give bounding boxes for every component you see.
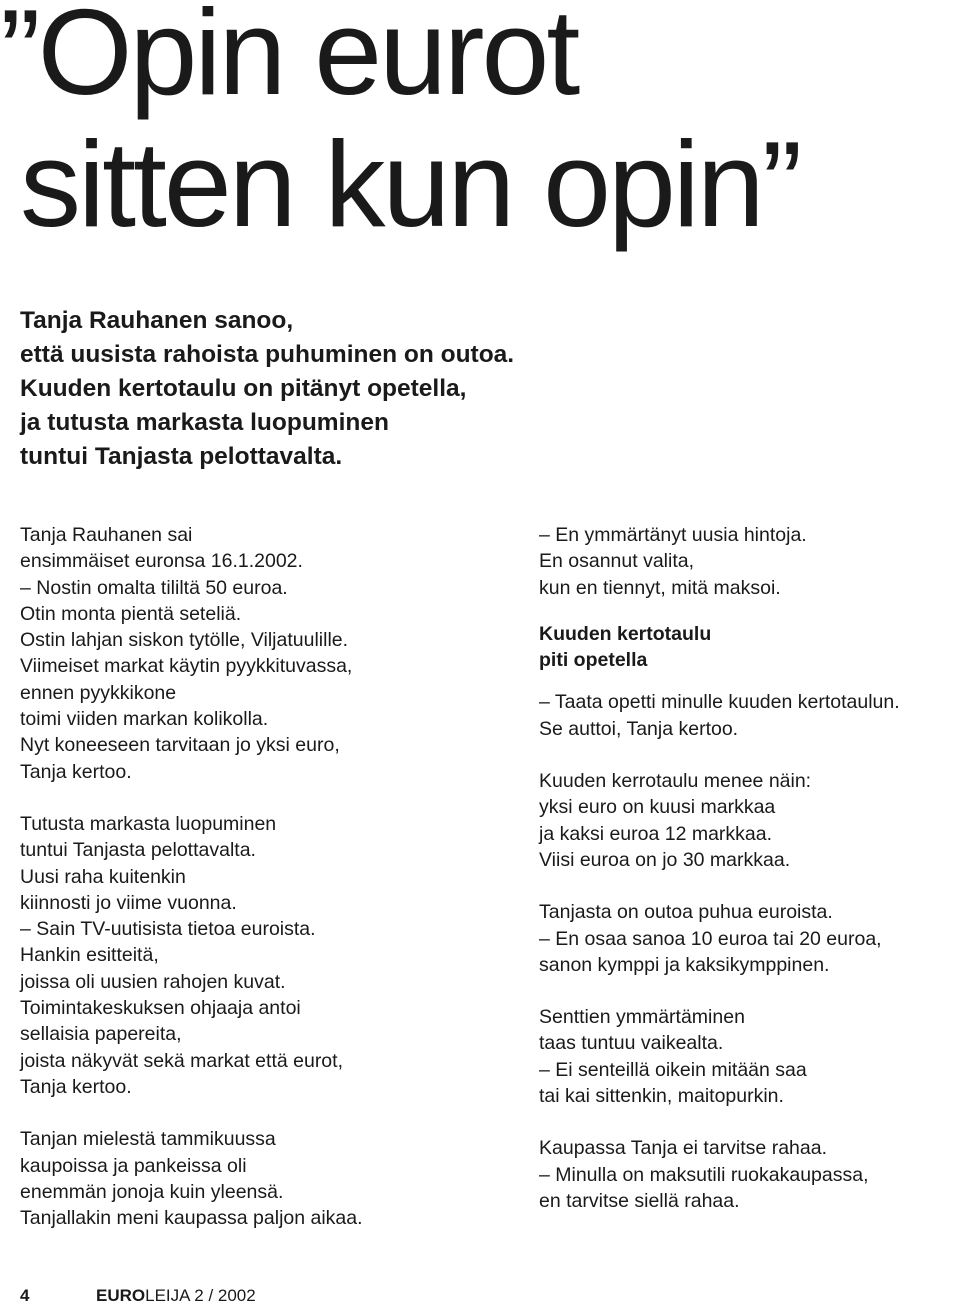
text-line: Kuuden kerrotaulu menee näin: — [539, 770, 812, 793]
headline — [0, 0, 799, 250]
text-line: Nyt koneeseen tarvitaan jo yksi euro, — [20, 734, 340, 757]
paragraph — [539, 689, 959, 742]
page-footer — [20, 1286, 256, 1306]
left-column — [20, 522, 490, 1257]
paragraph — [539, 768, 959, 873]
text-line: ensimmäiset euronsa 16.1.2002. — [20, 550, 303, 573]
publication-name-bold: EURO — [96, 1286, 146, 1305]
publication-issue: LEIJA 2 / 2002 — [145, 1286, 256, 1305]
text-line: Hankin esitteitä, — [20, 944, 159, 967]
paragraph — [20, 522, 490, 785]
lead-line: Tanja Rauhanen sanoo, — [20, 307, 294, 334]
text-line: – En ymmärtänyt uusia hintoja. — [539, 524, 807, 546]
lead-line: tuntui Tanjasta pelottavalta. — [20, 443, 343, 470]
text-line: joissa oli uusien rahojen kuvat. — [20, 970, 286, 993]
text-line: – Sain TV-uutisista tietoa euroista. — [20, 918, 316, 941]
text-line: en tarvitse siellä rahaa. — [539, 1189, 740, 1212]
lead-line: Kuuden kertotaulu on pitänyt opetella, — [20, 375, 467, 402]
subheading-line: piti opetella — [539, 649, 648, 672]
text-line: sanon kymppi ja kaksikymppinen. — [539, 953, 830, 976]
text-line: Otin monta pientä seteliä. — [20, 602, 242, 625]
paragraph — [20, 811, 490, 1100]
text-line: toimi viiden markan kolikolla. — [20, 708, 269, 731]
text-line: Tanja kertoo. — [20, 760, 132, 783]
text-line: Kaupassa Tanja ei tarvitse rahaa. — [539, 1137, 827, 1160]
text-line: tuntui Tanjasta pelottavalta. — [20, 839, 256, 862]
paragraph — [539, 899, 959, 978]
text-line: – En osaa sanoa 10 euroa tai 20 euroa, — [539, 927, 882, 950]
text-line: Ostin lahjan siskon tytölle, Viljatuulille. — [20, 629, 349, 652]
text-line: Uusi raha kuitenkin — [20, 865, 186, 888]
text-line: Viimeiset markat käytin pyykkituvassa, — [20, 655, 353, 678]
text-line: ja kaksi euroa 12 markkaa. — [539, 822, 773, 845]
paragraph — [539, 1004, 959, 1109]
lead-paragraph — [20, 304, 514, 474]
text-line: yksi euro on kuusi markkaa — [539, 796, 776, 819]
text-line: Se auttoi, Tanja kertoo. — [539, 717, 739, 740]
paragraph — [539, 522, 959, 601]
text-line: Senttien ymmärtäminen — [539, 1006, 745, 1029]
text-line: tai kai sittenkin, maitopurkin. — [539, 1085, 784, 1108]
text-line: ennen pyykkikone — [20, 681, 177, 704]
text-line: Tanjasta on outoa puhua euroista. — [539, 901, 833, 924]
headline-line-2: sitten kun opin” — [20, 116, 800, 252]
text-line: kaupoissa ja pankeissa oli — [20, 1154, 247, 1177]
text-line: Tanja Rauhanen sai — [20, 524, 193, 546]
text-line: joista näkyvät sekä markat että eurot, — [20, 1049, 343, 1072]
lead-line: että uusista rahoista puhuminen on outoa. — [20, 341, 515, 368]
text-line: – Minulla on maksutili ruokakaupassa, — [539, 1163, 869, 1186]
paragraph — [20, 1126, 490, 1231]
text-line: – Taata opetti minulle kuuden kertotaulun. — [539, 691, 900, 714]
right-column — [539, 522, 959, 1240]
text-line: Tutusta markasta luopuminen — [20, 812, 277, 835]
text-line: kun en tiennyt, mitä maksoi. — [539, 576, 781, 599]
lead-line: ja tutusta markasta luopuminen — [20, 409, 389, 436]
paragraph — [539, 1135, 959, 1214]
text-line: – Ei senteillä oikein mitään saa — [539, 1058, 807, 1081]
text-line: – Nostin omalta tililtä 50 euroa. — [20, 576, 288, 599]
subheading-line: Kuuden kertotaulu — [539, 622, 712, 645]
text-line: Tanja kertoo. — [20, 1075, 132, 1098]
text-line: Viisi euroa on jo 30 markkaa. — [539, 848, 791, 871]
text-line: En osannut valita, — [539, 550, 695, 573]
subheading — [539, 621, 959, 674]
text-line: enemmän jonoja kuin yleensä. — [20, 1180, 284, 1203]
text-line: sellaisia papereita, — [20, 1023, 182, 1046]
text-line: Tanjallakin meni kaupassa paljon aikaa. — [20, 1207, 363, 1230]
page-number: 4 — [20, 1286, 30, 1305]
text-line: kiinnosti jo viime vuonna. — [20, 891, 237, 914]
text-line: Toimintakeskuksen ohjaaja antoi — [20, 997, 301, 1020]
text-line: Tanjan mielestä tammikuussa — [20, 1128, 276, 1151]
text-line: taas tuntuu vaikealta. — [539, 1032, 724, 1055]
headline-line-1: ”Opin eurot — [0, 0, 578, 120]
